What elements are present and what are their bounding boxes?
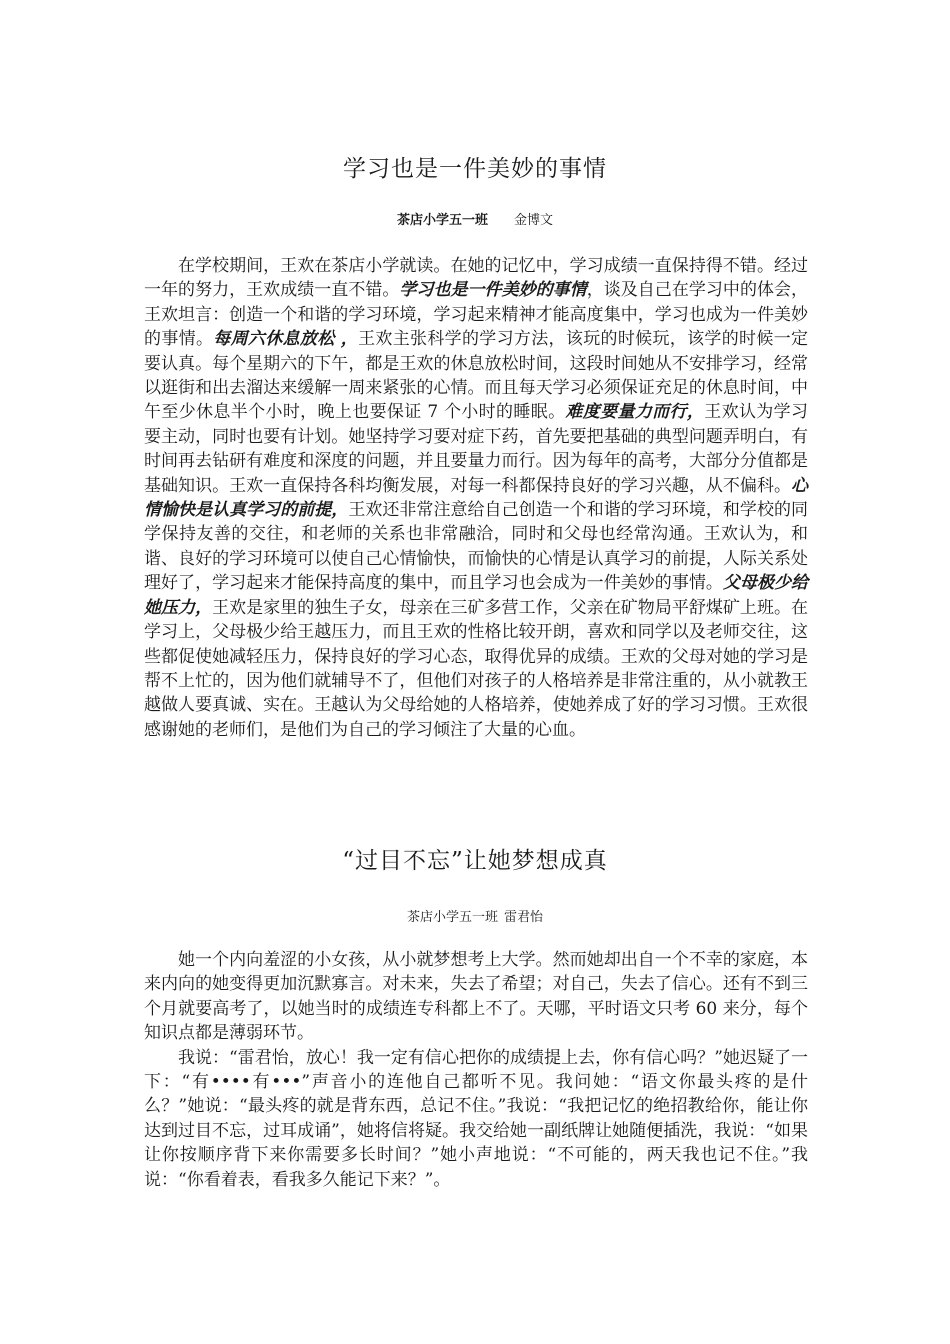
article2-byline — [0, 906, 950, 925]
article1-author: 金博文 — [514, 213, 554, 228]
highlight-phrase: 每周六休息放松 ， — [213, 329, 359, 350]
highlight-phrase: 学习也是一件美妙的事情 — [399, 280, 587, 301]
article1-byline — [0, 209, 950, 228]
highlight-phrase: 难度要量力而行， — [565, 402, 705, 423]
highlight-phrase: 心情愉快是认真学习的前提， — [144, 475, 808, 521]
article2-school: 茶店小学五一班 — [406, 910, 498, 925]
body-text-run: 王欢还非常注意给自己创造一个和谐的学习环境，和学校的同学保持友善的交往，和老师的关系也非常融洽，同时和父母也经常沟通。王欢认为，和谐、良好的学习环境可以使自己心情愉快，而愉快的心情是认真学习的前提，人际关系处理好了，学习起来才能保持高度的集中，而且学习也会成为一件美妙的事情。 — [144, 500, 809, 594]
body-text-run: ，谈及自己在学习中的体会，王欢坦言：创造一个和谐的学习环境，学习起来精神才能高度集中，学习也成为一件美妙的事情。 — [144, 280, 809, 350]
article1-body — [144, 254, 808, 742]
article2-paragraph: 她一个内向羞涩的小女孩，从小就梦想考上大学。然而她却出自一个不幸的家庭，本来内向的她变得更加沉默寡言。对未来，失去了希望；对自己，失去了信心。还有不到三个月就要高考了，以她当时的成绩连专科都上不了。天哪，平时语文只考 60 来分，每个知识点都是薄弱环节。 — [144, 950, 808, 1044]
article2-title: “过目不忘”让她梦想成真 — [342, 848, 608, 874]
body-text-run: 王欢主张科学的学习方法，该玩的时候玩，该学的时候一定要认真。每个星期六的下午，都是王欢的休息放松时间，这段时间她从不安排学习，经常以逛街和出去溜达来缓解一周来紧张的心情。而且每天学习必须保证充足的休息时间，中午至少休息半个小时，晚上也要保证 7 个小时的睡眠。 — [144, 329, 809, 423]
article2-body — [144, 948, 808, 1192]
article1-paragraph — [144, 254, 808, 742]
article1-school: 茶店小学五一班 — [396, 213, 488, 228]
highlight-phrase: 父母极少给她压力， — [144, 573, 809, 618]
body-text-run: 王欢认为学习要主动，同时也要有计划。她坚持学习要对症下药，首先要把基础的典型问题弄明白，有时间再去钻研有难度和深度的问题，并且要量力而行。因为每年的高考，大部分分值都是基础知识。王欢一直保持各科均衡发展，对每一科都保持良好的学习兴趣，从不偏科。 — [144, 402, 809, 496]
article2-author: 雷君怡 — [504, 910, 544, 925]
article1-title: 学习也是一件美妙的事情 — [343, 156, 607, 182]
body-text-run: 在学校期间，王欢在茶店小学就读。在她的记忆中，学习成绩一直保持得不错。经过一年的努力，王欢成绩一直不错。 — [144, 256, 808, 301]
body-text-run: 王欢是家里的独生子女，母亲在三矿多营工作，父亲在矿物局平舒煤矿上班。在学习上，父母极少给王越压力，而且王欢的性格比较开朗，喜欢和同学以及老师交往，这些都促使她减轻压力，保持良好的学习心态，取得优异的成绩。王欢的父母对她的学习是帮不上忙的，因为他们就辅导不了，但他们对孩子的人格培养是非常注重的，从小就教王越做人要真诚、实在。王越认为父母给她的人格培养，使她养成了好的学习习惯。王欢很感谢她的老师们，是他们为自己的学习倾注了大量的心血。 — [144, 597, 809, 740]
article2-paragraph: 我说：“雷君怡，放心！我一定有信心把你的成绩提上去，你有信心吗？”她迟疑了一下：“有••••有•••”声音小的连他自己都听不见。我问她：“语文你最头疼的是什么？”她说：“最头疼的就是背东西，总记不住。”我说：“我把记忆的绝招教给你，能让你达到过目不忘，过耳成诵”，她将信将疑。我交给她一副纸牌让她随便插洗，我说：“如果让你按顺序背下来你需要多长时间？”她小声地说：“不可能的，两天我也记不住。”我说：“你看着表，看我多久能记下来？”。 — [144, 1047, 808, 1190]
